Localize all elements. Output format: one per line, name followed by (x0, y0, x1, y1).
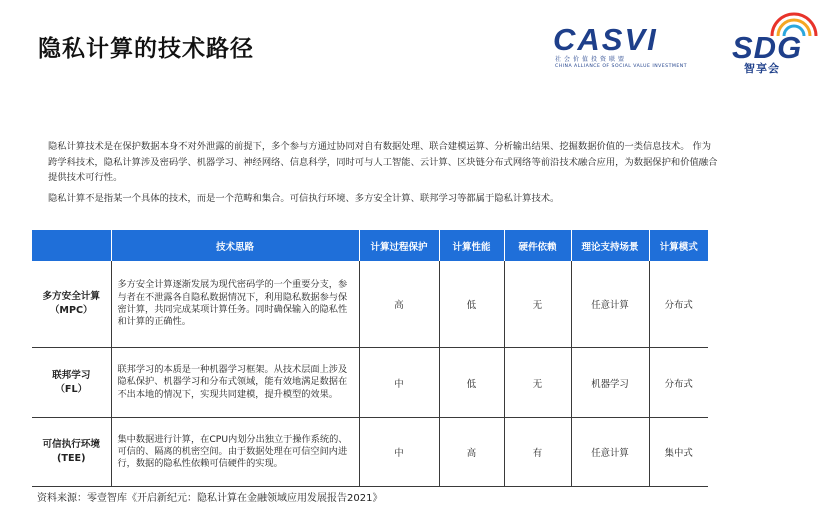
row-name: 联邦学习 (52, 369, 91, 381)
row-name: 可信执行环境 (42, 439, 101, 450)
casvi-logo-chinese-name: 社会价值投资联盟 (555, 56, 628, 63)
page-title: 隐私计算的技术路径 (38, 36, 254, 62)
row-scenario: 任意计算 (571, 261, 649, 348)
row-abbr: (TEE) (57, 453, 86, 464)
header-cell-mode: 计算模式 (649, 230, 708, 261)
intro-paragraph-2: 隐私计算不是指某一个具体的技术，而是一个范畴和集合。可信执行环境、多方安全计算、联邦学习等都属于隐私计算技术。 (48, 192, 560, 204)
intro-text (48, 139, 720, 211)
table-row (32, 348, 708, 418)
row-name-cell (32, 261, 111, 348)
row-name: 多方安全计算 (42, 291, 101, 302)
casvi-logo-wordmark: CASVI (553, 22, 658, 57)
row-scenario: 机器学习 (571, 348, 649, 418)
table-header-row (32, 230, 708, 261)
sdg-logo-chinese-name: 智享会 (744, 62, 780, 75)
intro-paragraph-1: 隐私计算技术是在保护数据本身不对外泄露的前提下，多个参与方通过协同对自有数据处理、联合建模运算、分析输出结果、挖掘数据价值的一类信息技术。 作为跨学科技术，隐私计算涉及密码学、机器学习、神经网络、信息科学，同时可与人工智能、云计算、区块链分布式网络等前沿技术融合应用，为数据保护和价值融合提供技术可行性。 (48, 141, 718, 183)
sdg-logo (732, 6, 828, 76)
header-cell-name (32, 230, 111, 261)
source-note: 资料来源：零壹智库《开启新纪元：隐私计算在金融领域应用发展报告2021》 (37, 493, 383, 504)
row-abbr: （MPC） (49, 305, 93, 316)
row-abbr: （FL） (55, 383, 88, 395)
row-hardware: 无 (504, 348, 571, 418)
row-scenario: 任意计算 (571, 418, 649, 487)
header-cell-performance: 计算性能 (439, 230, 504, 261)
row-hardware: 有 (504, 418, 571, 487)
row-performance: 低 (439, 348, 504, 418)
row-description: 多方安全计算逐渐发展为现代密码学的一个重要分支，参与者在不泄露各自隐私数据情况下，利用隐私数据参与保密计算，共同完成某项计算任务。同时确保输入的隐私性和计算的正确性。 (111, 261, 359, 348)
row-protection: 高 (359, 261, 439, 348)
row-description: 集中数据进行计算，在CPU内划分出独立于操作系统的、可信的、隔离的机密空间。由于数据处理在可信空间内进行，数据的隐私性依赖可信硬件的实现。 (111, 418, 359, 487)
table-row (32, 261, 708, 348)
sdg-logo-wordmark: SDG (732, 30, 803, 65)
row-mode: 分布式 (649, 348, 708, 418)
casvi-logo (553, 24, 707, 70)
casvi-logo-english-name: CHINA ALLIANCE OF SOCIAL VALUE INVESTMENT (555, 64, 688, 69)
header-cell-approach: 技术思路 (111, 230, 359, 261)
row-performance: 低 (439, 261, 504, 348)
header-cell-protection: 计算过程保护 (359, 230, 439, 261)
header-cell-hardware: 硬件依赖 (504, 230, 571, 261)
row-name-cell (32, 348, 111, 418)
row-protection: 中 (359, 348, 439, 418)
row-performance: 高 (439, 418, 504, 487)
row-name-cell (32, 418, 111, 487)
row-mode: 集中式 (649, 418, 708, 487)
technology-comparison-table (32, 230, 708, 487)
row-mode: 分布式 (649, 261, 708, 348)
header-cell-scenario: 理论支持场景 (571, 230, 649, 261)
row-description: 联邦学习的本质是一种机器学习框架。从技术层面上涉及隐私保护、机器学习和分布式领域，能有效地满足数据在不出本地的情况下，实现共同建模，提升模型的效果。 (111, 348, 359, 418)
row-protection: 中 (359, 418, 439, 487)
table-row (32, 418, 708, 487)
row-hardware: 无 (504, 261, 571, 348)
